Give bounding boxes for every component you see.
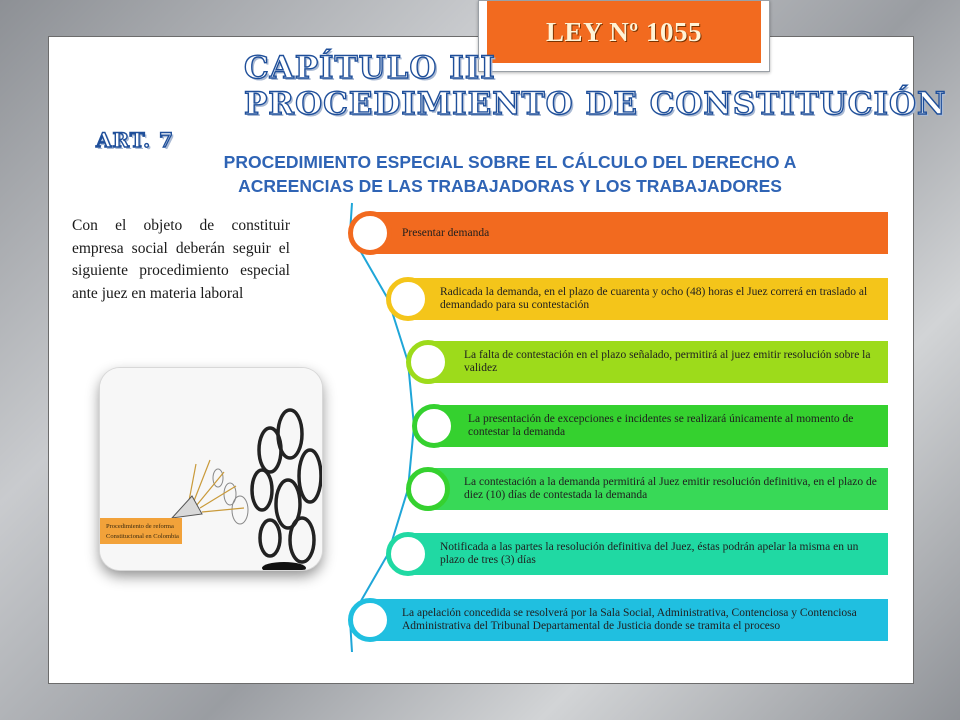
step-marker-4 [412,404,456,448]
procedure-step-2 [410,278,888,320]
section-subtitle [160,150,860,198]
law-title: LEY Nº 1055 [546,16,702,47]
procedure-step-text: Presentar demanda [402,226,490,239]
procedure-step-7 [372,599,888,641]
chapter-heading: CAPÍTULO III [244,50,496,86]
step-marker-2 [386,277,430,321]
procedure-step-text: Radicada la demanda, en el plazo de cuarenta y ocho (48) horas el Juez correrá en traslado al demandado para su contestación [440,286,868,311]
intro-paragraph: Con el objeto de constituir empresa social deberán seguir el siguiente procedimiento especial ante juez en materia laboral [72,217,290,302]
presentation-thumbnail [100,368,322,570]
procedure-step-text: La contestación a la demanda permitirá al Juez emitir resolución definitiva, en el plazo de diez (10) días de contestada la demanda [464,476,877,501]
procedure-step-4 [436,405,888,447]
procedure-step-6 [410,533,888,575]
thumbnail-graphic [100,368,322,570]
procedure-step-text: La presentación de excepciones e incidentes se realizará únicamente al momento de contestar la demanda [468,413,854,438]
law-title-banner [487,1,761,63]
chapter-title: PROCEDIMIENTO DE CONSTITUCIÓN [244,86,947,122]
procedure-step-text: La falta de contestación en el plazo señalado, permitirá al juez emitir resolución sobre la validez [464,349,871,374]
step-marker-6 [386,532,430,576]
subtitle-line-1: PROCEDIMIENTO ESPECIAL SOBRE EL CÁLCULO DEL DERECHO A [223,152,797,172]
thumbnail-caption-1: Procedimiento de reforma [106,523,174,530]
step-marker-3 [406,340,450,384]
thumbnail-caption-2: Constitucional en Colombia [106,533,179,540]
step-marker-1 [348,211,392,255]
procedure-step-3 [430,341,888,383]
subtitle-line-2: ACREENCIAS DE LAS TRABAJADORAS Y LOS TRABAJADORES [238,176,782,196]
law-title-box [478,0,770,72]
step-marker-7 [348,598,392,642]
procedure-step-text: Notificada a las partes la resolución definitiva del Juez, éstas podrán apelar la misma en un plazo de tres (3) días [440,541,859,566]
article-label: ART. 7 [96,128,174,152]
procedure-step-text: La apelación concedida se resolverá por la Sala Social, Administrativa, Contenciosa y Contenciosa Administrativa del Tribunal Departamental de Justicia donde se tramita el proceso [402,607,857,632]
procedure-step-1 [372,212,888,254]
step-marker-5 [406,467,450,511]
procedure-step-5 [430,468,888,510]
